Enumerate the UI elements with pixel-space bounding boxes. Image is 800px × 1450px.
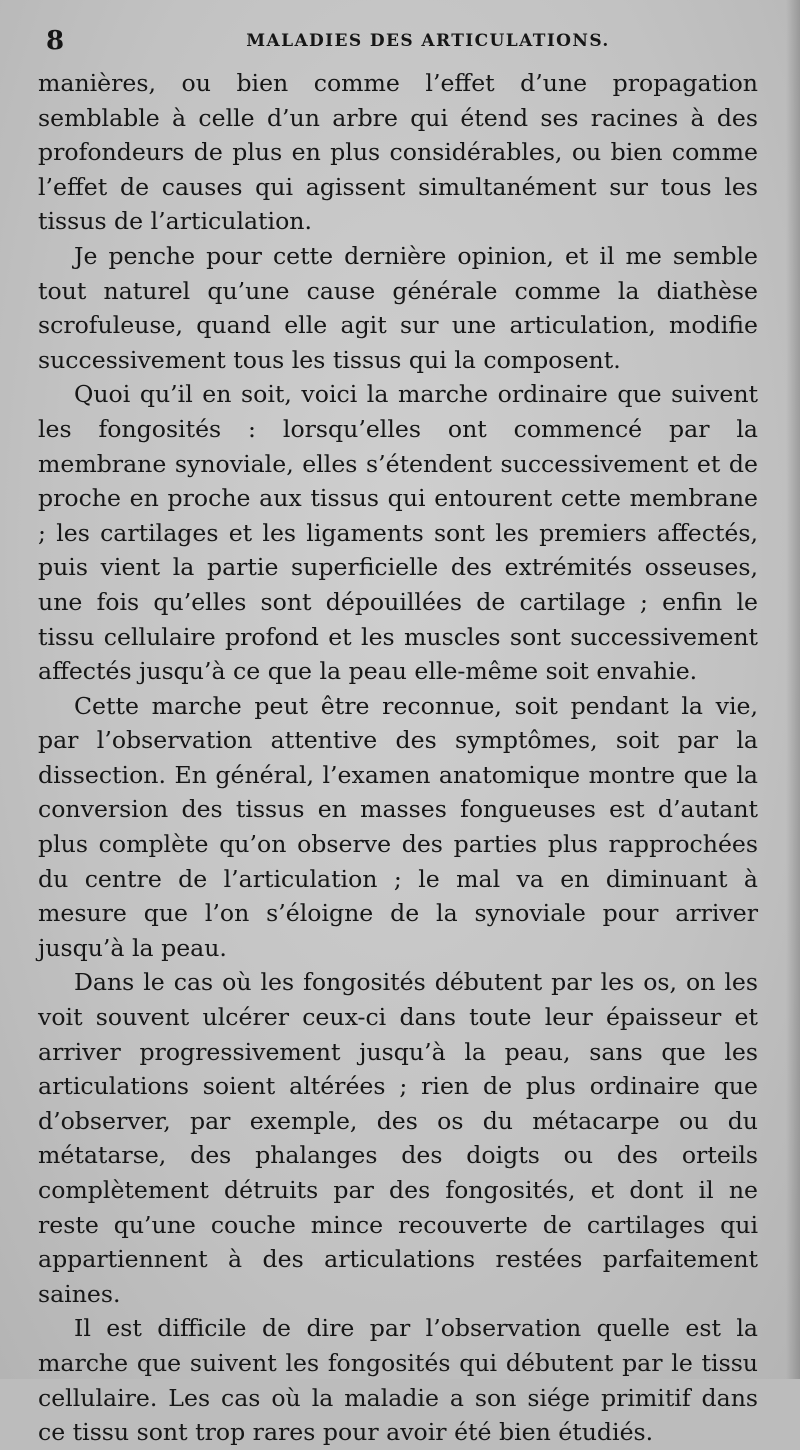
paragraph: Dans le cas où les fongosités débutent par les os, on les voit souvent ulcérer ceux-ci dans toute leur épaisseur et arriver progressivement jusqu’à la peau, sans que les articulations soient altérées ; rien de plus ordinaire que d’observer, par exemple, des os du métacarpe ou du métatarse, des phalanges des doigts ou des orteils complètement détruits par des fongosités, et dont il ne reste qu’une couche mince recouverte de cartilages qui appartiennent à des articulations restées parfaitement saines. bbox=[38, 968, 758, 1308]
running-head: MALADIES DES ARTICULATIONS. bbox=[246, 31, 610, 51]
paragraph: Je penche pour cette dernière opinion, et il me semble tout naturel qu’une cause générale comme la diathèse scrofuleuse, quand elle agit sur une articulation, modifie successivement tous les tissus qui la composent. bbox=[38, 241, 758, 374]
paragraph: Quoi qu’il en soit, voici la marche ordinaire que suivent les fongosités : lorsqu’elles ont commencé par la membrane synoviale, elles s’étendent successivement et de proche en proche aux tissus qui entourent cette membrane ; les cartilages et les ligaments sont les premiers affectés, puis vient la partie superficielle des extrémités osseuses, une fois qu’elles sont dépouillées de cartilage ; enfin le tissu cellulaire profond et les muscles sont successivement affectés jusqu’à ce que la peau elle-même soit envahie. bbox=[38, 380, 758, 686]
paragraph: Cette marche peut être reconnue, soit pendant la vie, par l’observation attentive des symptômes, soit par la dissection. En général, l’examen anatomique montre que la conversion des tissus en masses fongueuses est d’autant plus complète qu’on observe des parties plus rapprochées du centre de l’articulation ; le mal va en diminuant à mesure que l’on s’éloigne de la synoviale pour arriver jusqu’à la peau. bbox=[38, 691, 758, 962]
page-header bbox=[46, 26, 754, 62]
paragraph-continued: manières, ou bien comme l’effet d’une propagation semblable à celle d’un arbre qui étend ses racines à des profondeurs de plus en plus considérables, ou bien comme l’effet de causes qui agissent simultanément sur tous les tissus de l’articulation. bbox=[38, 69, 758, 236]
page-number: 8 bbox=[46, 26, 65, 56]
paragraph: Il est difficile de dire par l’observation quelle est la marche que suivent les fongosités qui débutent par le tissu cellulaire. Les cas où la maladie a son siége primitif dans ce tissu sont trop rares pour avoir été bien étudiés. bbox=[38, 1314, 758, 1447]
body-text bbox=[38, 66, 758, 1450]
